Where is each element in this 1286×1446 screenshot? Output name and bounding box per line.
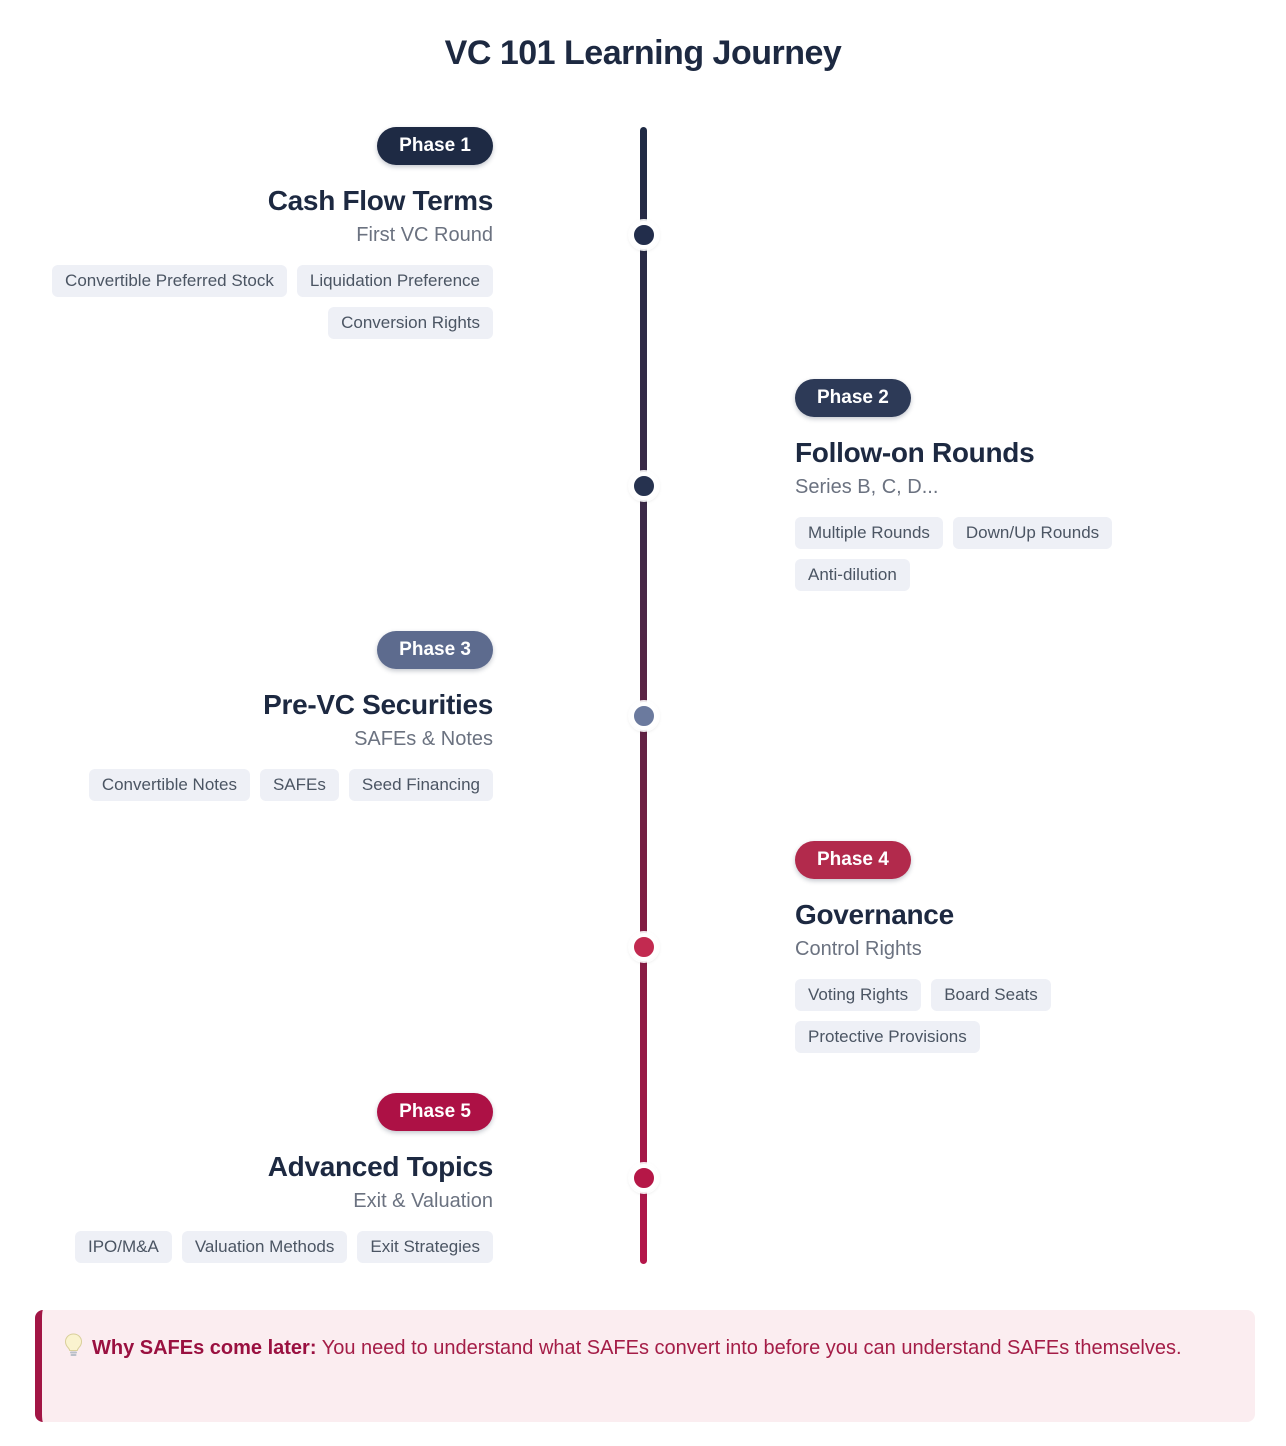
- phase-3-title: Pre-VC Securities: [263, 689, 493, 720]
- phase-2-subtitle: Series B, C, D...: [795, 476, 939, 498]
- timeline-dot-phase-4: [630, 933, 658, 961]
- timeline-dot-phase-5: [630, 1164, 658, 1192]
- timeline-dot-phase-3: [630, 702, 658, 730]
- tag: Liquidation Preference: [297, 265, 493, 297]
- tag: Protective Provisions: [795, 1021, 980, 1053]
- tag: SAFEs: [260, 769, 339, 801]
- phase-2-tags: [795, 517, 1145, 591]
- phase-1-badge: Phase 1: [377, 127, 493, 165]
- phase-5-badge: Phase 5: [377, 1093, 493, 1131]
- phase-2-entry: [795, 379, 1145, 591]
- tag: Convertible Notes: [89, 769, 250, 801]
- phase-5-tags: [75, 1231, 493, 1263]
- callout-title: Why SAFEs come later:: [92, 1337, 317, 1359]
- phase-4-entry: [795, 841, 1145, 1053]
- page-title: VC 101 Learning Journey: [444, 34, 842, 72]
- phase-1-tags: [33, 265, 493, 339]
- phase-3-tags: [89, 769, 493, 801]
- tag: IPO/M&A: [75, 1231, 172, 1263]
- timeline-line: [640, 127, 647, 1264]
- tag: Exit Strategies: [357, 1231, 493, 1263]
- phase-1-title: Cash Flow Terms: [267, 185, 493, 216]
- phase-4-badge: Phase 4: [795, 841, 911, 879]
- callout-text: [64, 1333, 1225, 1367]
- lightbulb-icon: [64, 1333, 83, 1367]
- phase-4-tags: [795, 979, 1145, 1053]
- phase-3-entry: [33, 631, 493, 801]
- callout-body: You need to understand what SAFEs convert into before you can understand SAFEs themselves.: [321, 1337, 1182, 1359]
- phase-5-title: Advanced Topics: [267, 1151, 493, 1182]
- tag: Conversion Rights: [328, 307, 493, 339]
- phase-1-subtitle: First VC Round: [356, 224, 493, 246]
- tag: Valuation Methods: [182, 1231, 348, 1263]
- phase-5-subtitle: Exit & Valuation: [353, 1190, 493, 1212]
- phase-4-subtitle: Control Rights: [795, 938, 922, 960]
- phase-2-title: Follow-on Rounds: [795, 437, 1035, 468]
- tag: Board Seats: [931, 979, 1051, 1011]
- phase-3-subtitle: SAFEs & Notes: [354, 728, 493, 750]
- tag: Down/Up Rounds: [953, 517, 1112, 549]
- timeline-dot-phase-1: [630, 221, 658, 249]
- phase-2-badge: Phase 2: [795, 379, 911, 417]
- callout-note: [35, 1310, 1255, 1422]
- tag: Seed Financing: [349, 769, 493, 801]
- phase-1-entry: [33, 127, 493, 339]
- tag: Voting Rights: [795, 979, 921, 1011]
- phase-3-badge: Phase 3: [377, 631, 493, 669]
- timeline-dot-phase-2: [630, 472, 658, 500]
- tag: Multiple Rounds: [795, 517, 943, 549]
- phase-5-entry: [33, 1093, 493, 1263]
- tag: Convertible Preferred Stock: [52, 265, 287, 297]
- tag: Anti-dilution: [795, 559, 910, 591]
- phase-4-title: Governance: [795, 899, 954, 930]
